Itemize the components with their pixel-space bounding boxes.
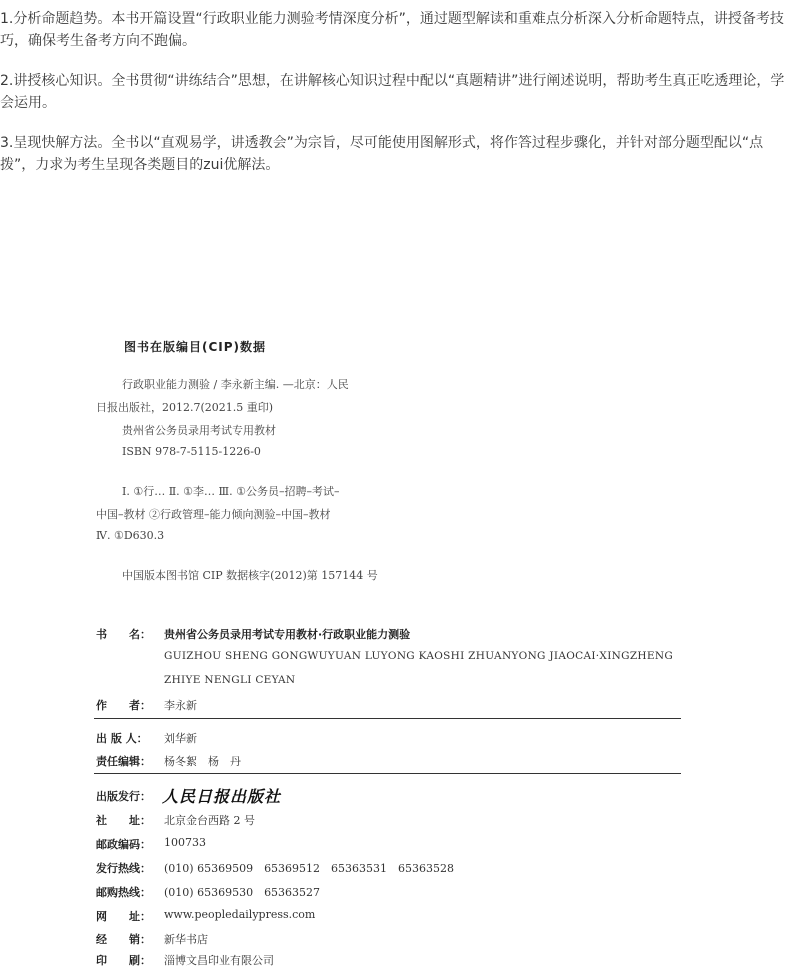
issue-label: 出版发行： bbox=[96, 790, 151, 803]
printer-label: 印 刷： bbox=[96, 954, 151, 967]
mail-order-value: (010) 65369530 65363527 bbox=[164, 886, 321, 899]
author-label: 作 者： bbox=[96, 699, 151, 712]
divider-2 bbox=[94, 773, 681, 774]
website-value: www.peopledailypress.com bbox=[164, 908, 316, 921]
cip-line-5: Ⅰ. ①行… Ⅱ. ①李… Ⅲ. ①公务员–招聘–考试– bbox=[122, 485, 340, 498]
cip-line-isbn: ISBN 978-7-5115-1226-0 bbox=[122, 445, 261, 458]
postcode-label: 邮政编码： bbox=[96, 838, 151, 851]
publisher-person-label: 出 版 人： bbox=[96, 732, 148, 745]
book-name-value: 贵州省公务员录用考试专用教材·行政职业能力测验 bbox=[164, 628, 411, 641]
intro-paragraph-2: 2.讲授核心知识。全书贯彻“讲练结合”思想，在讲解核心知识过程中配以“真题精讲”进行阐述说明，帮助考生真正吃透理论，学会运用。 bbox=[0, 73, 785, 111]
author-value: 李永新 bbox=[164, 699, 197, 712]
address-label: 社 址： bbox=[96, 814, 151, 827]
address-value: 北京金台西路 2 号 bbox=[164, 814, 255, 827]
intro-paragraph-1: 1.分析命题趋势。本书开篇设置“行政职业能力测验考情深度分析”，通过题型解读和重难点分析深入分析命题特点，讲授备考技巧，确保考生备考方向不跑偏。 bbox=[0, 11, 784, 49]
book-pinyin-line-2: ZHIYE NENGLI CEYAN bbox=[164, 674, 296, 686]
book-pinyin-line-1: GUIZHOU SHENG GONGWUYUAN LUYONG KAOSHI ZHUANYONG JIAOCAI·XINGZHENG bbox=[164, 650, 674, 662]
printer-value: 淄博文昌印业有限公司 bbox=[164, 954, 274, 967]
publisher-logo: 人民日报出版社 bbox=[162, 787, 282, 806]
website-label: 网 址： bbox=[96, 910, 151, 923]
intro-text bbox=[0, 8, 786, 194]
cip-line-number: 中国版本图书馆 CIP 数据核字(2012)第 157144 号 bbox=[122, 569, 378, 582]
cip-title: 图书在版编目(CIP)数据 bbox=[124, 340, 267, 354]
editor-label: 责任编辑： bbox=[96, 755, 151, 768]
divider-1 bbox=[94, 718, 681, 719]
hotline-value: (010) 65369509 65369512 65363531 65363528 bbox=[164, 862, 455, 875]
intro-paragraph-3: 3.呈现快解方法。全书以“直观易学，讲透教会”为宗旨，尽可能使用图解形式，将作答过程步骤化，并针对部分题型配以“点拨”，力求为考生呈现各类题目的zui优解法。 bbox=[0, 135, 764, 173]
hotline-label: 发行热线： bbox=[96, 862, 151, 875]
mail-order-label: 邮购热线： bbox=[96, 886, 151, 899]
postcode-value: 100733 bbox=[164, 836, 206, 849]
publisher-person-value: 刘华新 bbox=[164, 732, 197, 745]
cip-line-3: 贵州省公务员录用考试专用教材 bbox=[122, 424, 276, 437]
seller-value: 新华书店 bbox=[164, 933, 208, 946]
book-name-label: 书 名： bbox=[96, 628, 151, 641]
cip-line-2: 日报出版社，2012.7(2021.5 重印) bbox=[96, 401, 274, 414]
cip-line-6: 中国–教材 ②行政管理–能力倾向测验–中国–教材 bbox=[96, 508, 331, 521]
cip-line-1: 行政职业能力测验 / 李永新主编. —北京：人民 bbox=[122, 378, 349, 391]
editor-value: 杨冬絮 杨 丹 bbox=[164, 755, 241, 768]
seller-label: 经 销： bbox=[96, 933, 151, 946]
cip-line-7: Ⅳ. ①D630.3 bbox=[96, 529, 165, 542]
